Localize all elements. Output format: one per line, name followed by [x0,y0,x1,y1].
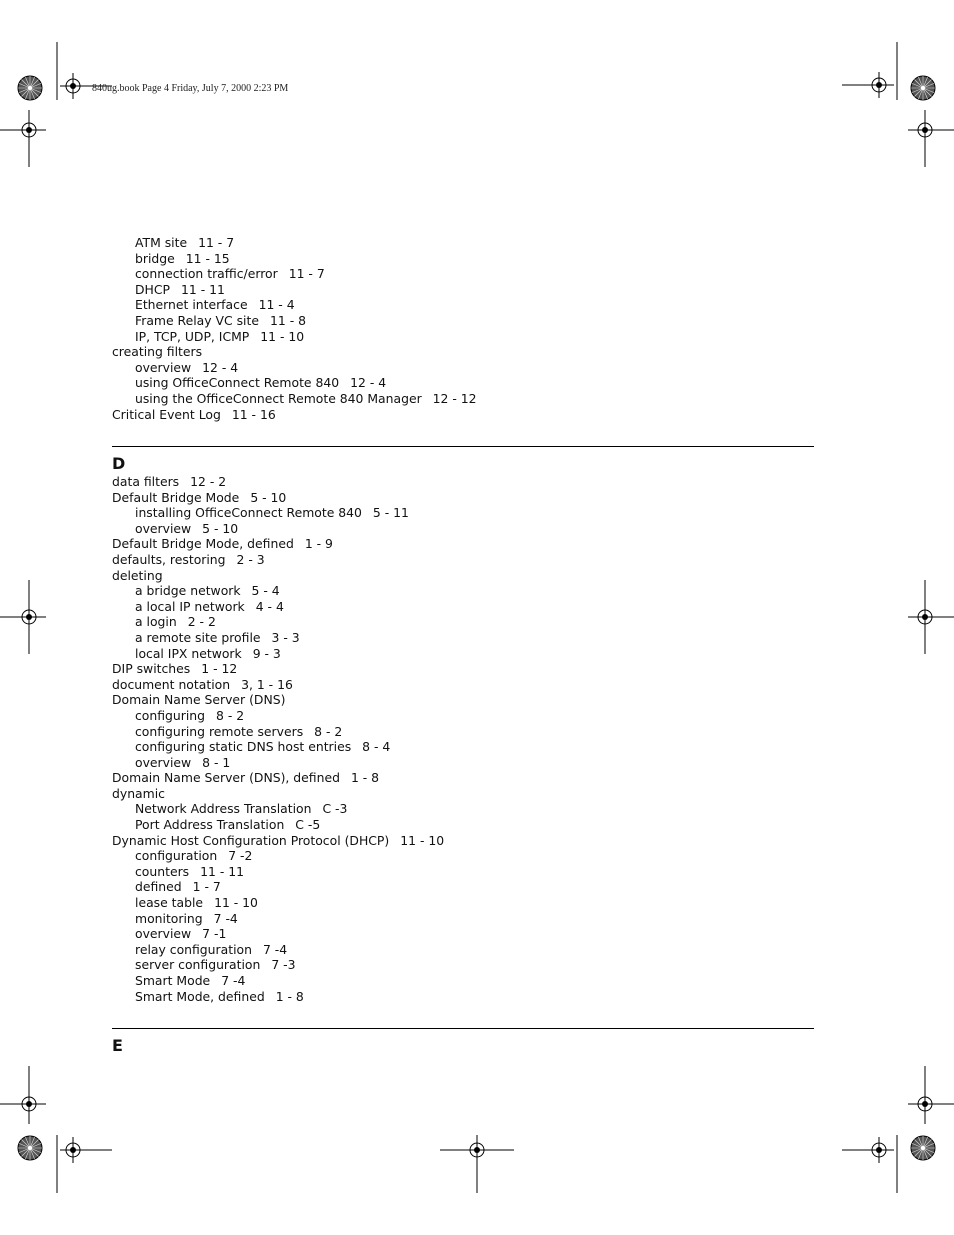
index-term: overview [135,520,192,536]
page-ref: 12 - 4 [350,375,387,391]
index-entry [112,957,814,973]
index-term: IP, TCP, UDP, ICMP [135,328,250,344]
index-entry [112,755,814,771]
index-term: Frame Relay VC site [135,312,259,328]
index-term: bridge [135,250,175,266]
page-ref: 12 - 4 [202,359,239,375]
index-entry [112,848,814,864]
index-term: Port Address Translation [135,817,285,833]
index-entry [112,989,814,1005]
page-ref: 5 - 10 [250,489,287,505]
index-term: data filters [112,474,180,489]
page-ref: 1 - 9 [304,536,333,552]
index-term: relay configuration [135,941,252,957]
index-entry [112,407,814,423]
page-ref: 7 -1 [202,926,227,942]
page-ref: 11 - 10 [214,895,258,911]
page-ref: 11 - 15 [185,250,230,266]
index-entry [112,817,814,833]
index-term: dynamic [112,785,165,801]
index-entry [112,391,814,407]
page-ref: 1 - 8 [350,770,380,786]
index-term: monitoring [135,910,203,926]
star-target-bottom-left [18,1136,42,1160]
page-ref: 9 - 3 [252,645,281,661]
page-ref: 5 - 4 [251,583,280,599]
index-entry [112,599,814,615]
page-ref: 8 - 2 [314,723,343,739]
index-term: a remote site profile [135,629,261,645]
index-entry [112,724,814,740]
index-term: configuring static DNS host entries [135,739,352,755]
page-ref: 7 -4 [221,973,246,988]
page-ref: 11 - 10 [260,328,305,344]
page-ref: 7 -4 [213,910,238,926]
index-entry [112,630,814,646]
page-ref: 11 - 7 [198,235,235,250]
index-term: Critical Event Log [112,406,221,422]
index-entry [112,692,814,708]
index-term: Network Address Translation [135,801,312,817]
page-ref: 5 - 11 [372,505,409,521]
index-entry [112,521,814,537]
index-entry [112,614,814,630]
index-entry [112,708,814,724]
index-entry [112,360,814,376]
page-ref: 5 - 10 [202,520,239,536]
page-ref: 1 - 7 [192,879,221,895]
index-term: DIP switches [112,661,191,677]
page-ref: 2 - 2 [187,614,216,630]
index-entry [112,505,814,521]
page-ref: 3, 1 - 16 [241,676,293,692]
index-term: counters [135,863,190,879]
index-term: overview [135,754,192,770]
page-ref: 8 - 4 [362,739,391,755]
index-term: Dynamic Host Configuration Protocol (DHCP) [112,832,390,848]
index-term: Smart Mode [135,973,211,988]
index-entry [112,879,814,895]
index-term: overview [135,359,192,375]
index-entry [112,344,814,360]
index-entry [112,282,814,298]
index-entry [112,313,814,329]
index-entry [112,375,814,391]
star-target-top-left [18,76,42,100]
index-entry [112,677,814,693]
index-entry [112,490,814,506]
index-term: configuring remote servers [135,723,304,739]
index-term: Default Bridge Mode [112,489,240,505]
index-term: lease table [135,895,204,911]
page-ref: C -3 [322,801,348,817]
index-entry [112,266,814,282]
index-entry [112,235,814,251]
page-ref: 1 - 8 [275,988,304,1004]
section-divider-e [112,1028,814,1029]
page-ref: 8 - 2 [216,707,245,723]
index-entry [112,583,814,599]
index-entry [112,895,814,911]
page-ref: 11 - 8 [269,312,306,328]
index-entry [112,911,814,927]
section-divider-d [112,446,814,447]
index-entry [112,329,814,345]
index-term: ATM site [135,235,188,250]
star-target-bottom-right [911,1136,935,1160]
page-ref: 1 - 12 [201,661,238,677]
index-term: Domain Name Server (DNS), defined [112,770,340,786]
page-ref: 11 - 7 [288,266,325,282]
index-term: a bridge network [135,583,241,599]
page-ref: 2 - 3 [236,551,265,567]
index-entry [112,646,814,662]
print-header-info: 840ug.book Page 4 Friday, July 7, 2000 2:23 PM [92,83,289,94]
page-ref: 11 - 11 [200,863,245,879]
section-letter-e: E [112,1036,123,1055]
index-term: connection traffic/error [135,266,278,282]
index-entry [112,801,814,817]
index-entry [112,770,814,786]
index-term: using the OfficeConnect Remote 840 Manager [135,390,422,406]
index-entry [112,926,814,942]
index-term: Ethernet interface [135,297,248,313]
index-continued-list [112,235,814,422]
index-term: installing OfficeConnect Remote 840 [135,505,362,521]
index-entry [112,739,814,755]
index-term: server configuration [135,957,261,973]
index-term: overview [135,926,192,942]
page-ref: 4 - 4 [255,598,284,614]
index-term: a login [135,614,177,630]
index-term: Domain Name Server (DNS) [112,692,286,708]
index-section-d-list [112,474,814,1004]
page-ref: 12 - 12 [432,390,477,406]
page-ref: 11 - 10 [400,832,445,848]
page-ref: 12 - 2 [190,474,227,489]
index-term: a local IP network [135,598,245,614]
index-entry [112,786,814,802]
index-entry [112,536,814,552]
index-entry [112,251,814,267]
index-entry [112,297,814,313]
page-ref: C -5 [295,817,321,833]
index-term: Default Bridge Mode, defined [112,536,294,552]
section-letter-d: D [112,454,126,473]
index-term: defaults, restoring [112,551,226,567]
index-entry [112,661,814,677]
page-ref: 7 -2 [228,848,253,864]
index-term: local IPX network [135,645,242,661]
index-term: deleting [112,567,163,583]
index-term: document notation [112,676,231,692]
index-term: creating filters [112,344,203,360]
index-entry [112,833,814,849]
page-ref: 7 -3 [271,957,296,973]
index-entry [112,973,814,989]
index-term: defined [135,879,182,895]
page-ref: 11 - 16 [231,406,276,422]
page-ref: 3 - 3 [271,629,300,645]
page-ref: 7 -4 [262,941,288,957]
index-term: using OfficeConnect Remote 840 [135,375,340,391]
index-term: configuring [135,707,206,723]
star-target-top-right [911,76,935,100]
index-term: DHCP [135,281,170,297]
index-term: configuration [135,848,218,864]
page-ref: 11 - 11 [180,281,225,297]
index-term: Smart Mode, defined [135,988,265,1004]
index-entry [112,552,814,568]
index-entry [112,474,814,490]
page-ref: 8 - 1 [202,754,231,770]
index-entry [112,864,814,880]
index-entry [112,568,814,584]
page-ref: 11 - 4 [258,297,295,313]
index-entry [112,942,814,958]
